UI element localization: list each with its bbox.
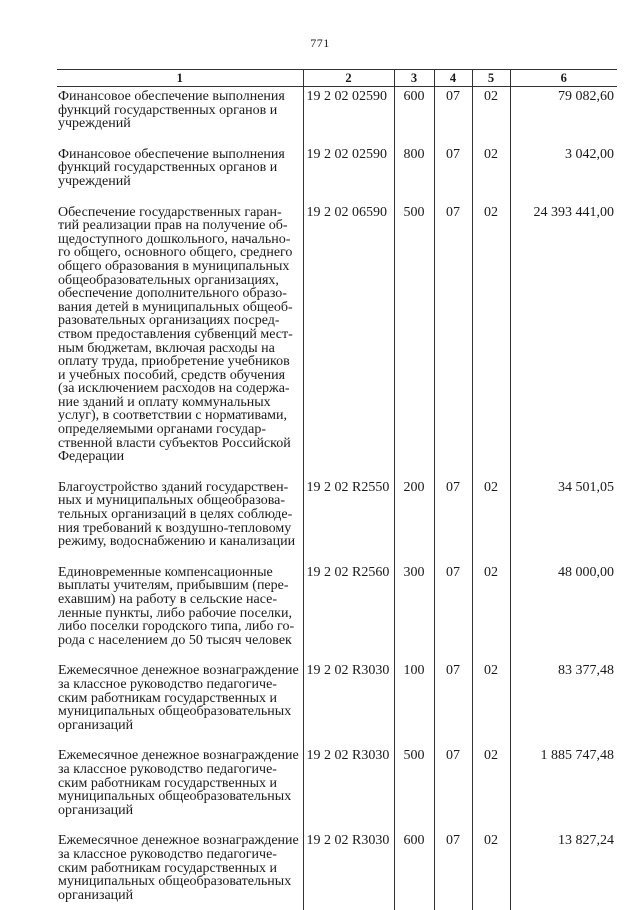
row-pr: 02 — [472, 87, 510, 145]
row-rz: 07 — [434, 478, 472, 563]
row-name: Обеспечение государственных гаран- тий реализации прав на получение об- щедоступного дошкольного, начально- го общего, основного общего, среднего общего образования в муниципальных общеобразовательных организациях, обеспечение дополнительного образо- вания детей в муниципальных общеоб- разовательных организациях посред- ством предоставления субвенций мест- ным бюджетам, включая расходы на оплату труда, приобретение учебников и учебных пособий, средств обучения (за исключением расходов на содержа- ние зданий и оплату коммунальных услуг), в соответствии с нормативами, определяемыми органами государ- ственной власти субъектов Российской Федерации — [58, 204, 293, 465]
page-number: 771 — [310, 36, 330, 50]
row-amount: 79 082,60 — [510, 87, 617, 145]
row-amount: 3 042,00 — [510, 145, 617, 203]
column-header-code: 2 — [303, 70, 394, 87]
row-rz: 07 — [434, 145, 472, 203]
row-rz: 07 — [434, 563, 472, 662]
row-vr: 600 — [394, 831, 434, 910]
row-pr: 02 — [472, 145, 510, 203]
row-amount: 83 377,48 — [510, 661, 617, 746]
row-name: Финансовое обеспечение выполнения функций государственных органов и учреждений — [58, 89, 285, 132]
row-rz: 07 — [434, 87, 472, 145]
table-header-row — [57, 70, 617, 87]
row-code: 19 2 02 02590 — [303, 145, 394, 203]
row-rz: 07 — [434, 203, 472, 478]
row-rz: 07 — [434, 661, 472, 746]
row-code: 19 2 02 06590 — [303, 203, 394, 478]
row-vr: 600 — [394, 87, 434, 145]
row-amount: 34 501,05 — [510, 478, 617, 563]
row-amount: 1 885 747,48 — [510, 746, 617, 831]
row-pr: 02 — [472, 661, 510, 746]
row-name: Финансовое обеспечение выполнения функций государственных органов и учреждений — [58, 146, 285, 189]
row-code: 19 2 02 R2550 — [303, 478, 394, 563]
row-vr: 500 — [394, 203, 434, 478]
column-header-name: 1 — [57, 70, 303, 87]
row-name: Ежемесячное денежное вознаграждение за классное руководство педагогиче- ским работникам государственных и муниципальных общеобразовательных организаций — [58, 663, 299, 733]
row-amount: 13 827,24 — [510, 831, 617, 910]
table-row — [57, 87, 617, 145]
row-vr: 100 — [394, 661, 434, 746]
table-row — [57, 746, 617, 831]
row-code: 19 2 02 02590 — [303, 87, 394, 145]
row-amount: 48 000,00 — [510, 563, 617, 662]
row-name: Благоустройство зданий государствен- ных и муниципальных общеобразова- тельных организаций в целях соблюде- ния требований к воздушно-тепловому режиму, водоснабжению и канализации — [58, 479, 296, 550]
row-pr: 02 — [472, 203, 510, 478]
table-row — [57, 563, 617, 662]
row-code: 19 2 02 R3030 — [303, 831, 394, 910]
row-name: Ежемесячное денежное вознаграждение за классное руководство педагогиче- ским работникам государственных и муниципальных общеобразовательных организаций — [58, 748, 299, 818]
row-pr: 02 — [472, 478, 510, 563]
row-pr: 02 — [472, 831, 510, 910]
row-pr: 02 — [472, 563, 510, 662]
row-pr: 02 — [472, 746, 510, 831]
row-rz: 07 — [434, 831, 472, 910]
row-vr: 500 — [394, 746, 434, 831]
row-amount: 24 393 441,00 — [510, 203, 617, 478]
column-header-amount: 6 — [510, 70, 617, 87]
row-vr: 200 — [394, 478, 434, 563]
row-code: 19 2 02 R2560 — [303, 563, 394, 662]
budget-table — [57, 69, 617, 910]
column-header-rz: 4 — [434, 70, 472, 87]
table-row — [57, 831, 617, 910]
row-code: 19 2 02 R3030 — [303, 746, 394, 831]
row-vr: 800 — [394, 145, 434, 203]
table-row — [57, 145, 617, 203]
table-row — [57, 661, 617, 746]
table-row — [57, 203, 617, 478]
row-vr: 300 — [394, 563, 434, 662]
column-header-vr: 3 — [394, 70, 434, 87]
row-name: Единовременные компенсационные выплаты учителям, прибывшим (пере- ехавшим) на работу в сельские насе- ленные пункты, либо рабочие поселки, либо поселки городского типа, либо го- рода с населением до 50 тысяч человек — [58, 564, 295, 648]
row-name: Ежемесячное денежное вознаграждение за классное руководство педагогиче- ским работникам государственных и муниципальных общеобразовательных организаций — [58, 833, 299, 903]
row-code: 19 2 02 R3030 — [303, 661, 394, 746]
row-rz: 07 — [434, 746, 472, 831]
table-row — [57, 478, 617, 563]
column-header-pr: 5 — [472, 70, 510, 87]
